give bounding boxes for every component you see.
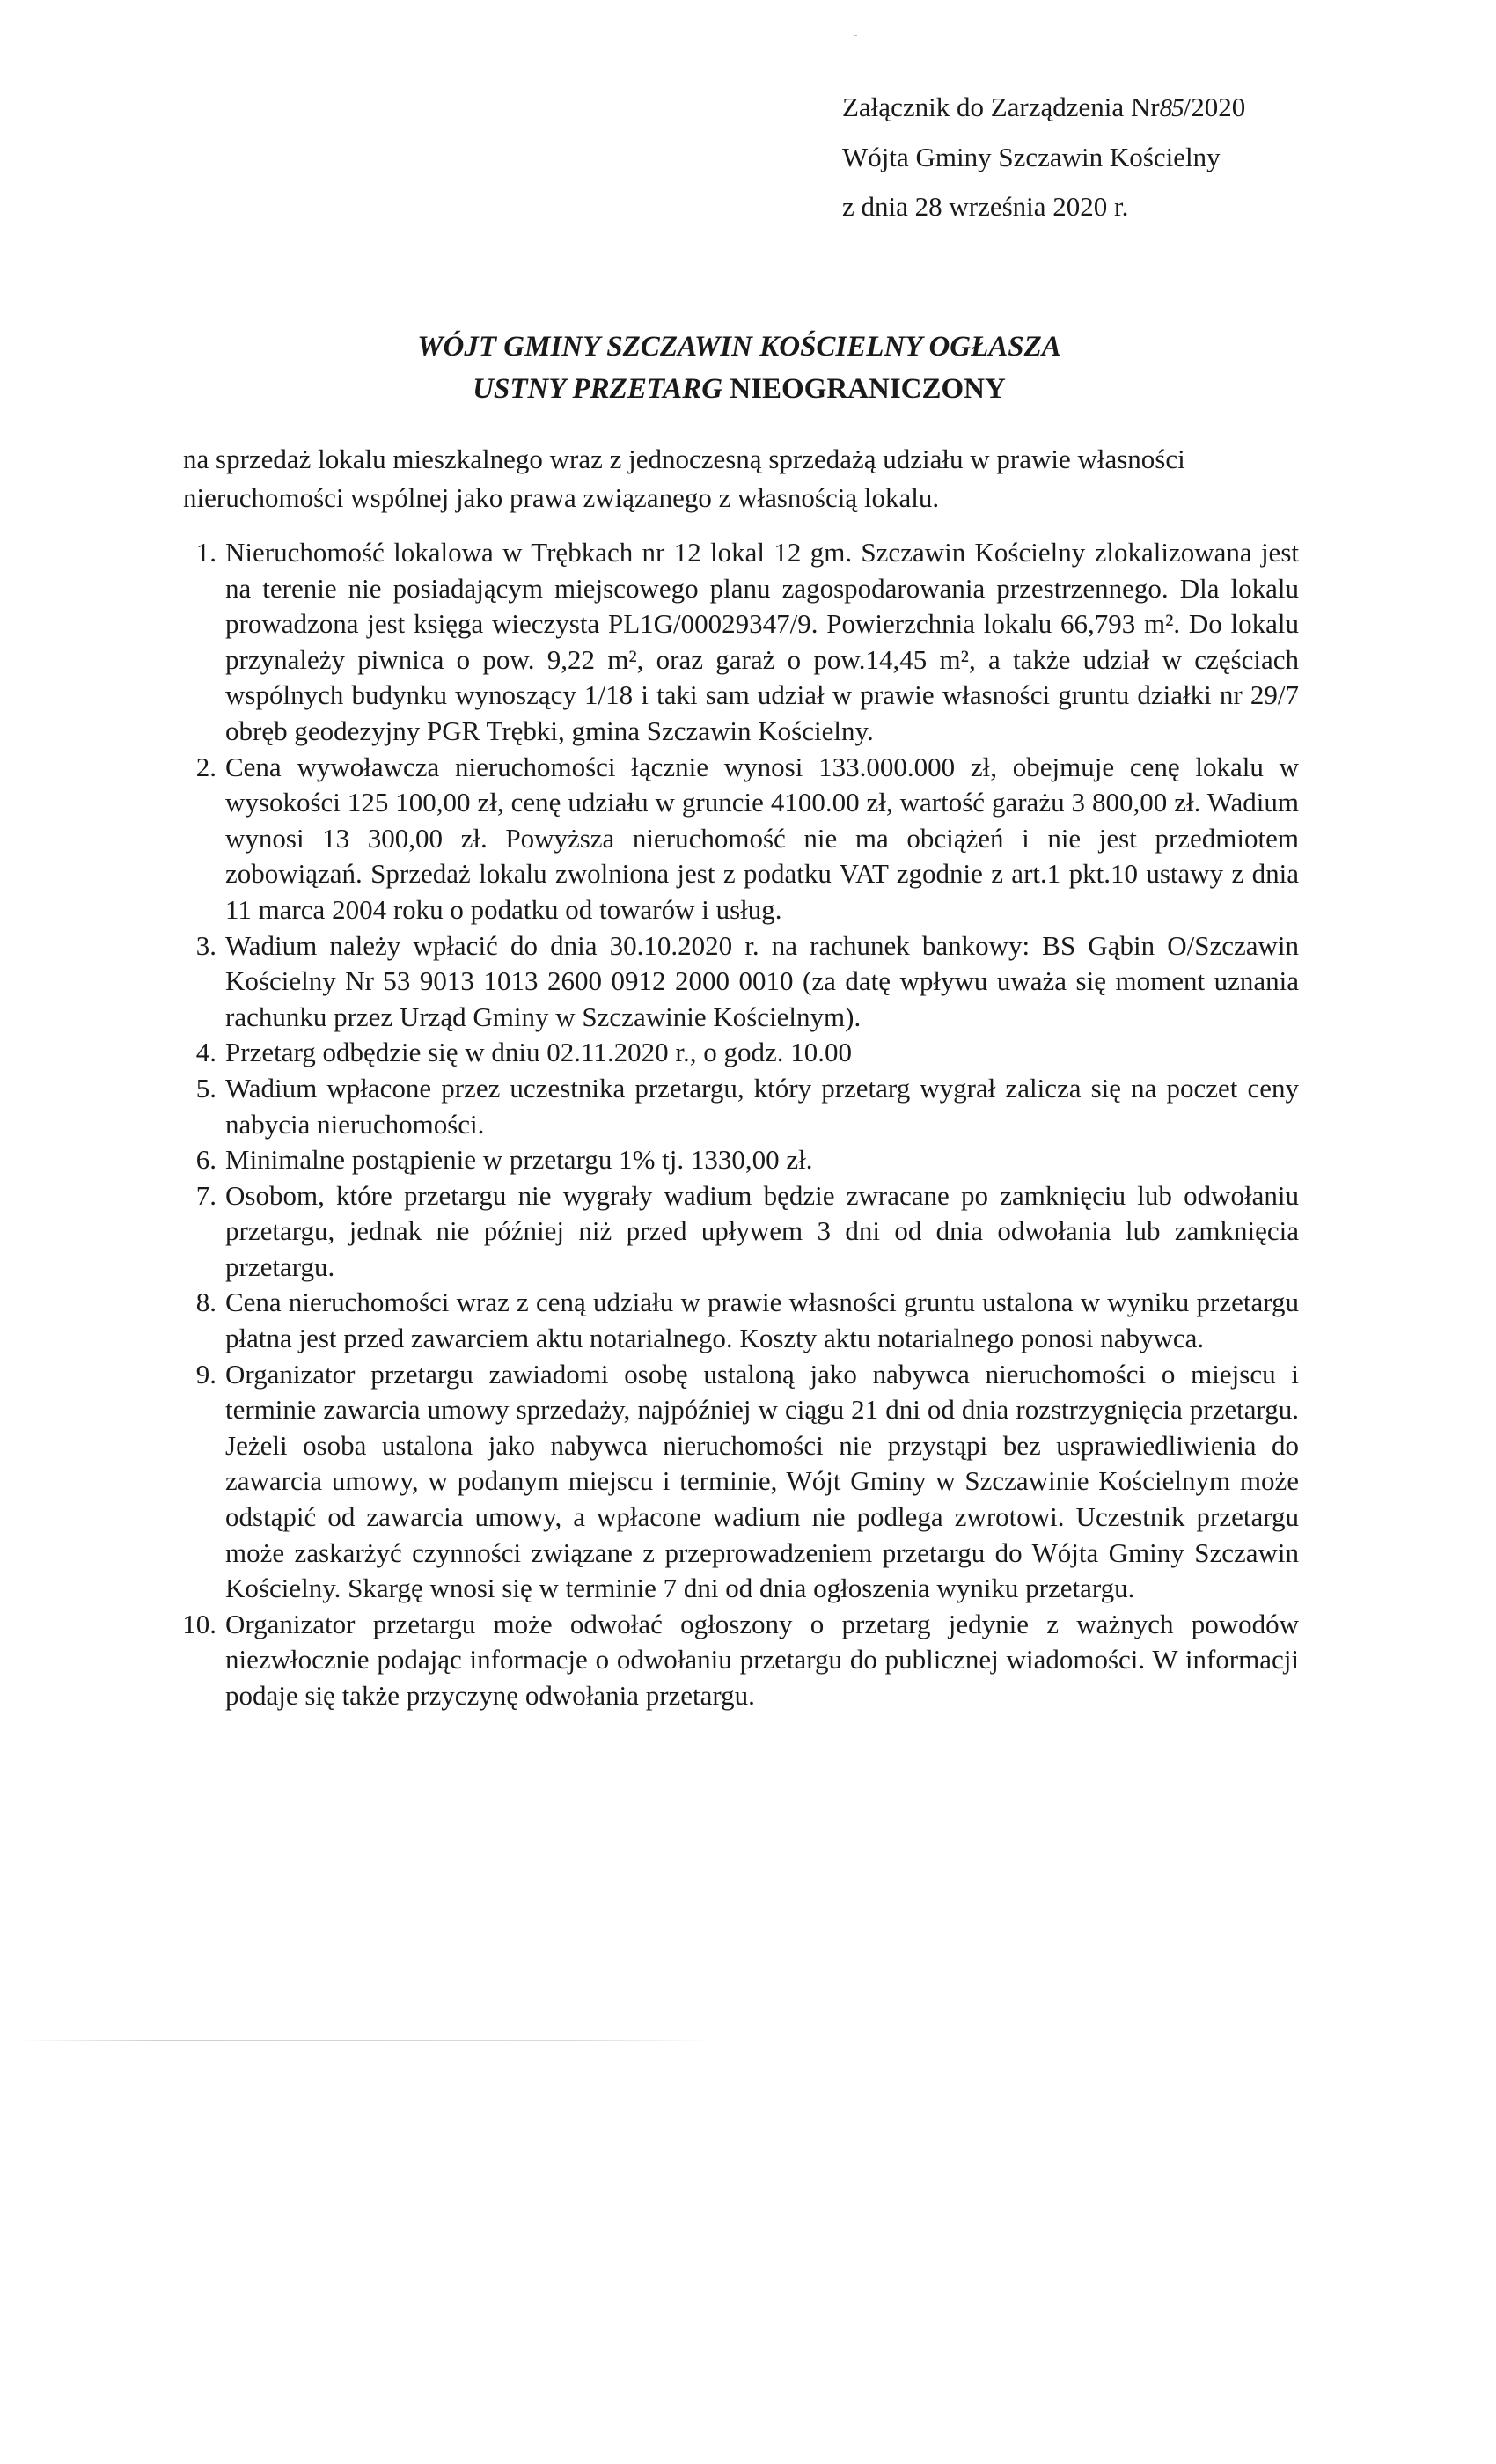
list-item [174,1357,1299,1607]
item-number: 3. [195,929,216,961]
list-item [174,750,1299,928]
handwritten-number: 85 [1159,94,1184,122]
item-text: Wadium należy wpłacić do dnia 30.10.2020 r. na rachunek bankowy: BS Gąbin O/Szczawin Kościelny Nr 53 9013 1013 2600 0912 2000 0010 (za datę wpływu uważa się moment uznania rachunku przez Urząd Gminy w Szczawinie Kościelnym). [225,929,1299,1032]
item-number: 7. [195,1179,216,1211]
item-number: 10. [182,1608,216,1639]
list-item [174,928,1299,1036]
intro-paragraph: na sprzedaż lokalu mieszkalnego wraz z jednoczesną sprzedażą udziału w prawie własności nieruchomości wspólnej jako prawa związanego z własnością lokalu. [183,444,1185,513]
annex-line-3: z dnia 28 września 2020 r. [842,191,1129,222]
heading-line-2 [176,368,1302,410]
heading-italic-part: USTNY PRZETARG [473,373,723,405]
scan-mark [854,35,857,36]
item-number: 5. [195,1072,216,1104]
item-text: Minimalne postąpienie w przetargu 1% tj. 1330,00 zł. [225,1144,813,1176]
item-number: 8. [195,1287,216,1318]
item-text: Cena nieruchomości wraz z ceną udziału w prawie własności gruntu ustalona w wyniku przetargu płatna jest przed zawarciem aktu notarialnego. Koszty aktu notarialnego ponosi nabywca. [225,1287,1299,1354]
item-text: Przetarg odbędzie się w dniu 02.11.2020 r., o godz. 10.00 [225,1037,853,1068]
item-number: 4. [195,1037,216,1068]
heading-upright-part: NIEOGRANICZONY [722,373,1006,405]
item-number: 1. [195,537,216,568]
conditions-list [174,535,1299,1714]
item-text: Wadium wpłacone przez uczestnika przetargu, który przetarg wygrał zalicza się na poczet ceny nabycia nieruchomości. [225,1072,1299,1140]
list-item [174,535,1299,750]
item-text: Organizator przetargu może odwołać ogłoszony o przetarg jedynie z ważnych powodów niezwłocznie podając informacje o odwołaniu przetargu do publicznej wiadomości. W informacji podaje się także przyczynę odwołania przetargu. [225,1608,1299,1711]
annex-line-1 [842,83,1405,133]
item-number: 2. [195,751,216,782]
list-item [174,1035,1299,1071]
list-item [174,1142,1299,1178]
item-text: Nieruchomość lokalowa w Trębkach nr 12 lokal 12 gm. Szczawin Kościelny zlokalizowana jest na terenie nie posiadającym miejscowego planu zagospodarowania przestrzennego. Dla lokalu prowadzona jest księga wieczysta PL1G/00029347/9. Powierzchnia lokalu 66,793 m². Do lokalu przynależy piwnica o pow. 9,22 m², oraz garaż o pow.14,45 m², a także udział w częściach wspólnych budynku wynoszący 1/18 i taki sam udział w prawie własności gruntu działki nr 29/7 obręb geodezyjny PGR Trębki, gmina Szczawin Kościelny. [225,537,1299,746]
announcement-heading [176,326,1302,410]
item-text: Osobom, które przetargu nie wygrały wadium będzie zwracane po zamknięciu lub odwołaniu przetargu, jednak nie później niż przed upływem 3 dni od dnia odwołania lub zamknięcia przetargu. [225,1179,1299,1282]
annex-prefix: Załącznik do Zarządzenia Nr [842,92,1160,122]
item-text: Organizator przetargu zawiadomi osobę ustaloną jako nabywca nieruchomości o miejscu i terminie zawarcia umowy sprzedaży, najpóźniej w ciągu 21 dni od dnia rozstrzygnięcia przetargu. Jeżeli osoba ustalona jako nabywca nieruchomości nie przystąpi bez usprawiedliwienia do zawarcia umowy, w podanym miejscu i terminie, Wójt Gminy w Szczawinie Kościelnym może odstąpić od zawarcia umowy, a wpłacone wadium nie podlega zwrotowi. Uczestnik przetargu może zaskarżyć czynności związane z przeprowadzeniem przetargu do Wójta Gminy Szczawin Kościelny. Skargę wnosi się w terminie 7 dni od dnia ogłoszenia wyniku przetargu. [225,1358,1299,1604]
list-item [174,1285,1299,1356]
heading-line-1: WÓJT GMINY SZCZAWIN KOŚCIELNY OGŁASZA [417,331,1061,363]
list-item [174,1071,1299,1142]
annex-line-2: Wójta Gminy Szczawin Kościelny [842,142,1221,172]
item-number: 6. [195,1144,216,1176]
item-number: 9. [195,1358,216,1390]
list-item [174,1607,1299,1714]
scan-artifact-line [18,2040,713,2041]
annex-header [842,83,1405,231]
annex-year: /2020 [1183,92,1246,122]
item-text: Cena wywoławcza nieruchomości łącznie wynosi 133.000.000 zł, obejmuje cenę lokalu w wysokości 125 100,00 zł, cenę udziału w gruncie 4100.00 zł, wartość garażu 3 800,00 zł. Wadium wynosi 13 300,00 zł. Powyższa nieruchomość nie ma obciążeń i nie jest przedmiotem zobowiązań. Sprzedaż lokalu zwolniona jest z podatku VAT zgodnie z art.1 pkt.10 ustawy z dnia 11 marca 2004 roku o podatku od towarów i usług. [225,751,1299,925]
list-item [174,1178,1299,1286]
